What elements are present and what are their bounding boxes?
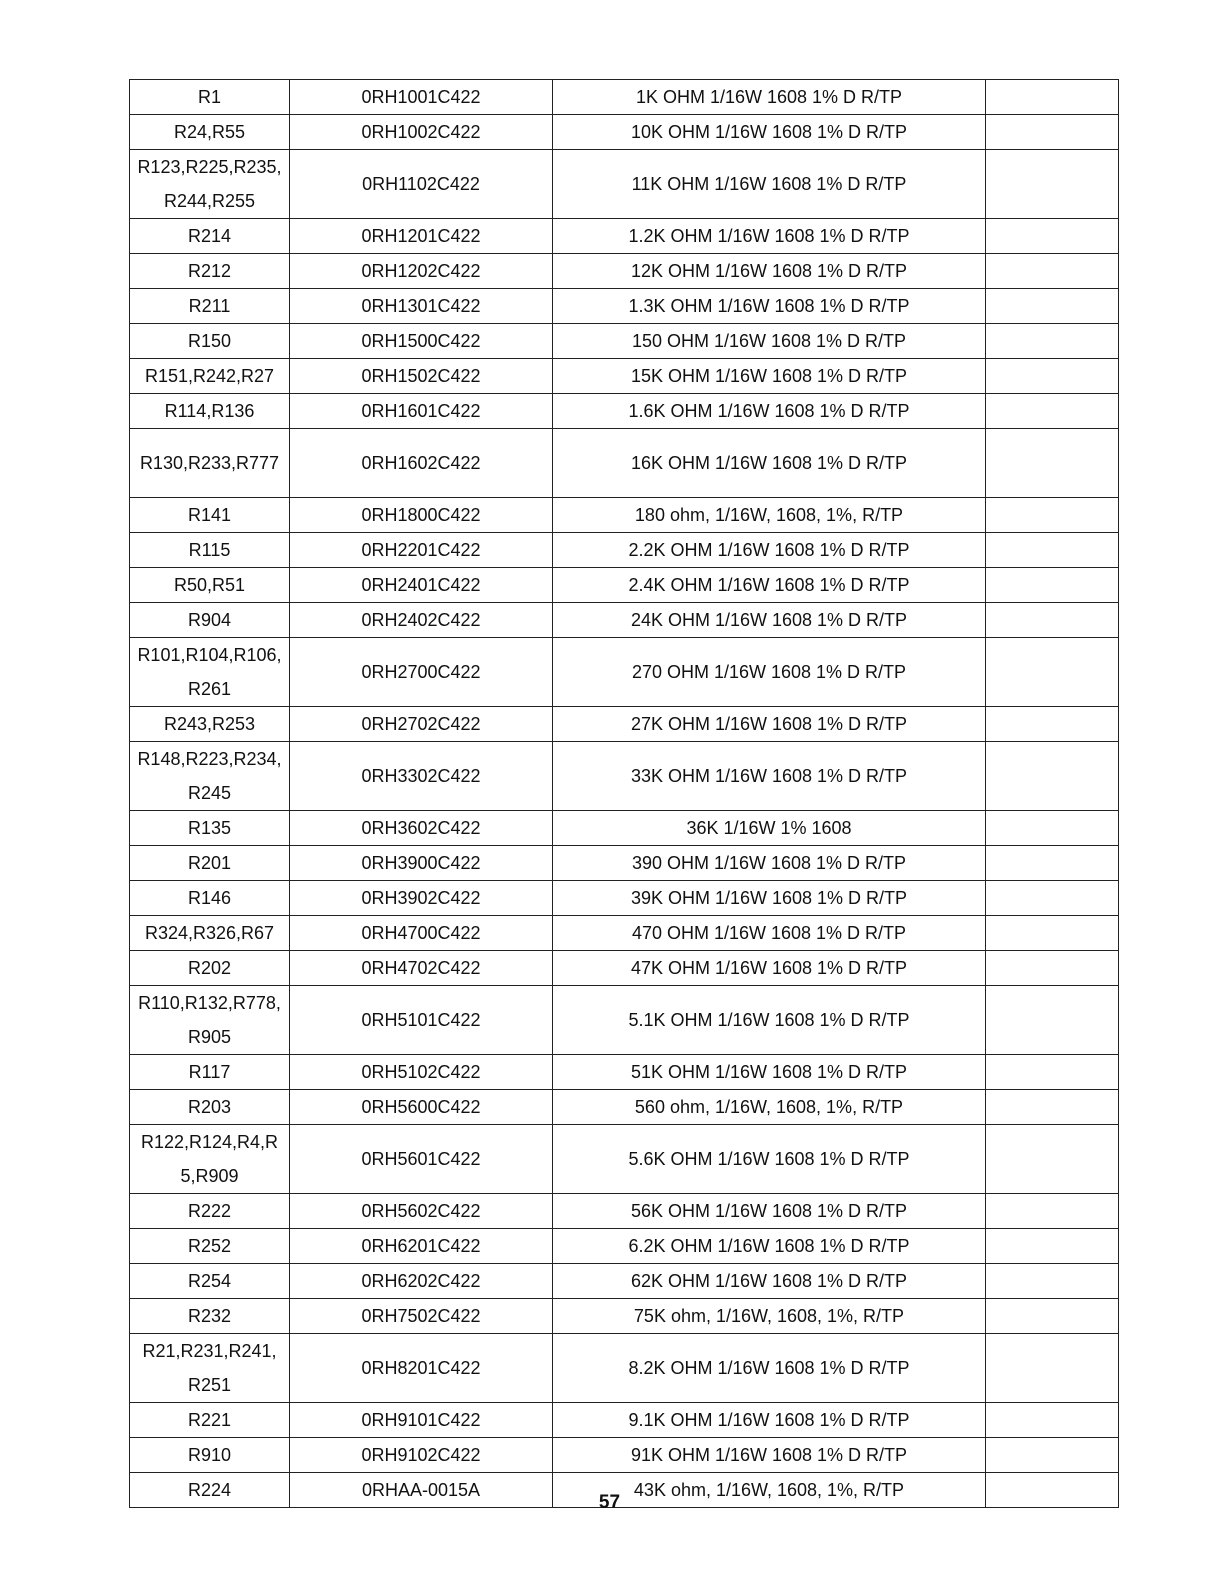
part-number-cell: 0RH2401C422	[290, 567, 553, 602]
description-cell: 9.1K OHM 1/16W 1608 1% D R/TP	[553, 1402, 986, 1437]
ref-cell: R24,R55	[130, 115, 290, 150]
ref-cell: R222	[130, 1193, 290, 1228]
table-row	[130, 324, 1119, 359]
part-number-cell: 0RH4702C422	[290, 950, 553, 985]
description-cell: 15K OHM 1/16W 1608 1% D R/TP	[553, 359, 986, 394]
table-row	[130, 1124, 1119, 1193]
part-number-cell: 0RH3302C422	[290, 741, 553, 810]
table-row	[130, 845, 1119, 880]
table-row	[130, 950, 1119, 985]
note-cell	[986, 1298, 1119, 1333]
table-row	[130, 1054, 1119, 1089]
description-cell: 27K OHM 1/16W 1608 1% D R/TP	[553, 706, 986, 741]
part-number-cell: 0RH1500C422	[290, 324, 553, 359]
ref-cell: R123,R225,R235,R244,R255	[130, 150, 290, 219]
description-cell: 10K OHM 1/16W 1608 1% D R/TP	[553, 115, 986, 150]
table-row	[130, 1193, 1119, 1228]
part-number-cell: 0RH9101C422	[290, 1402, 553, 1437]
part-number-cell: 0RH6202C422	[290, 1263, 553, 1298]
ref-cell: R211	[130, 289, 290, 324]
ref-cell: R910	[130, 1437, 290, 1472]
table-row	[130, 1263, 1119, 1298]
table-row	[130, 985, 1119, 1054]
ref-cell: R203	[130, 1089, 290, 1124]
part-number-cell: 0RH2702C422	[290, 706, 553, 741]
table-row	[130, 706, 1119, 741]
table-row	[130, 810, 1119, 845]
ref-cell: R232	[130, 1298, 290, 1333]
table-row	[130, 497, 1119, 532]
parts-table	[129, 79, 1119, 1508]
table-row	[130, 1333, 1119, 1402]
ref-cell: R130,R233,R777	[130, 429, 290, 498]
part-number-cell: 0RH1001C422	[290, 80, 553, 115]
note-cell	[986, 1089, 1119, 1124]
ref-cell: R141	[130, 497, 290, 532]
ref-cell: R324,R326,R67	[130, 915, 290, 950]
note-cell	[986, 532, 1119, 567]
table-row	[130, 1402, 1119, 1437]
table-row	[130, 637, 1119, 706]
note-cell	[986, 289, 1119, 324]
note-cell	[986, 359, 1119, 394]
description-cell: 470 OHM 1/16W 1608 1% D R/TP	[553, 915, 986, 950]
note-cell	[986, 254, 1119, 289]
ref-cell: R117	[130, 1054, 290, 1089]
part-number-cell: 0RH8201C422	[290, 1333, 553, 1402]
part-number-cell: 0RH2201C422	[290, 532, 553, 567]
part-number-cell: 0RH1602C422	[290, 429, 553, 498]
ref-cell: R1	[130, 80, 290, 115]
table-row	[130, 394, 1119, 429]
description-cell: 2.2K OHM 1/16W 1608 1% D R/TP	[553, 532, 986, 567]
table-row	[130, 115, 1119, 150]
table-row	[130, 289, 1119, 324]
part-number-cell: 0RH9102C422	[290, 1437, 553, 1472]
note-cell	[986, 1333, 1119, 1402]
page-number: 57	[598, 1492, 621, 1513]
part-number-cell: 0RH1102C422	[290, 150, 553, 219]
ref-cell: R50,R51	[130, 567, 290, 602]
table-row	[130, 80, 1119, 115]
ref-cell: R212	[130, 254, 290, 289]
part-number-cell: 0RH5102C422	[290, 1054, 553, 1089]
description-cell: 1.3K OHM 1/16W 1608 1% D R/TP	[553, 289, 986, 324]
part-number-cell: 0RH5101C422	[290, 985, 553, 1054]
table-row	[130, 532, 1119, 567]
note-cell	[986, 429, 1119, 498]
ref-cell: R150	[130, 324, 290, 359]
note-cell	[986, 1054, 1119, 1089]
note-cell	[986, 1437, 1119, 1472]
note-cell	[986, 845, 1119, 880]
note-cell	[986, 115, 1119, 150]
description-cell: 12K OHM 1/16W 1608 1% D R/TP	[553, 254, 986, 289]
description-cell: 1K OHM 1/16W 1608 1% D R/TP	[553, 80, 986, 115]
ref-cell: R148,R223,R234,R245	[130, 741, 290, 810]
ref-cell: R151,R242,R27	[130, 359, 290, 394]
part-number-cell: 0RH1202C422	[290, 254, 553, 289]
note-cell	[986, 1124, 1119, 1193]
part-number-cell: 0RH2402C422	[290, 602, 553, 637]
ref-cell: R254	[130, 1263, 290, 1298]
ref-cell: R21,R231,R241,R251	[130, 1333, 290, 1402]
note-cell	[986, 637, 1119, 706]
part-number-cell: 0RH7502C422	[290, 1298, 553, 1333]
part-number-cell: 0RH1502C422	[290, 359, 553, 394]
ref-cell: R243,R253	[130, 706, 290, 741]
description-cell: 51K OHM 1/16W 1608 1% D R/TP	[553, 1054, 986, 1089]
table-row	[130, 880, 1119, 915]
table-row	[130, 1437, 1119, 1472]
description-cell: 5.1K OHM 1/16W 1608 1% D R/TP	[553, 985, 986, 1054]
description-cell: 180 ohm, 1/16W, 1608, 1%, R/TP	[553, 497, 986, 532]
ref-cell: R202	[130, 950, 290, 985]
note-cell	[986, 880, 1119, 915]
ref-cell: R115	[130, 532, 290, 567]
table-row	[130, 359, 1119, 394]
note-cell	[986, 324, 1119, 359]
note-cell	[986, 741, 1119, 810]
note-cell	[986, 1228, 1119, 1263]
description-cell: 6.2K OHM 1/16W 1608 1% D R/TP	[553, 1228, 986, 1263]
part-number-cell: 0RH3902C422	[290, 880, 553, 915]
part-number-cell: 0RH1301C422	[290, 289, 553, 324]
note-cell	[986, 497, 1119, 532]
ref-cell: R101,R104,R106,R261	[130, 637, 290, 706]
description-cell: 2.4K OHM 1/16W 1608 1% D R/TP	[553, 567, 986, 602]
part-number-cell: 0RH6201C422	[290, 1228, 553, 1263]
table-row	[130, 1298, 1119, 1333]
table-row	[130, 150, 1119, 219]
description-cell: 16K OHM 1/16W 1608 1% D R/TP	[553, 429, 986, 498]
ref-cell: R214	[130, 219, 290, 254]
note-cell	[986, 1193, 1119, 1228]
note-cell	[986, 1263, 1119, 1298]
description-cell: 56K OHM 1/16W 1608 1% D R/TP	[553, 1193, 986, 1228]
description-cell: 47K OHM 1/16W 1608 1% D R/TP	[553, 950, 986, 985]
description-cell: 43K ohm, 1/16W, 1608, 1%, R/TP	[553, 1472, 986, 1507]
part-number-cell: 0RH5600C422	[290, 1089, 553, 1124]
table-row	[130, 219, 1119, 254]
part-number-cell: 0RH3602C422	[290, 810, 553, 845]
description-cell: 11K OHM 1/16W 1608 1% D R/TP	[553, 150, 986, 219]
part-number-cell: 0RH1201C422	[290, 219, 553, 254]
ref-cell: R201	[130, 845, 290, 880]
ref-cell: R221	[130, 1402, 290, 1437]
part-number-cell: 0RH5602C422	[290, 1193, 553, 1228]
description-cell: 91K OHM 1/16W 1608 1% D R/TP	[553, 1437, 986, 1472]
description-cell: 33K OHM 1/16W 1608 1% D R/TP	[553, 741, 986, 810]
ref-cell: R252	[130, 1228, 290, 1263]
ref-cell: R122,R124,R4,R5,R909	[130, 1124, 290, 1193]
ref-cell: R904	[130, 602, 290, 637]
part-number-cell: 0RH5601C422	[290, 1124, 553, 1193]
description-cell: 560 ohm, 1/16W, 1608, 1%, R/TP	[553, 1089, 986, 1124]
note-cell	[986, 950, 1119, 985]
table-row	[130, 429, 1119, 498]
description-cell: 62K OHM 1/16W 1608 1% D R/TP	[553, 1263, 986, 1298]
table-row	[130, 1228, 1119, 1263]
description-cell: 1.6K OHM 1/16W 1608 1% D R/TP	[553, 394, 986, 429]
description-cell: 8.2K OHM 1/16W 1608 1% D R/TP	[553, 1333, 986, 1402]
ref-cell: R224	[130, 1472, 290, 1507]
note-cell	[986, 219, 1119, 254]
ref-cell: R114,R136	[130, 394, 290, 429]
table-row	[130, 1089, 1119, 1124]
note-cell	[986, 915, 1119, 950]
part-number-cell: 0RHAA-0015A	[290, 1472, 553, 1507]
description-cell: 24K OHM 1/16W 1608 1% D R/TP	[553, 602, 986, 637]
note-cell	[986, 567, 1119, 602]
table-row	[130, 567, 1119, 602]
part-number-cell: 0RH3900C422	[290, 845, 553, 880]
description-cell: 1.2K OHM 1/16W 1608 1% D R/TP	[553, 219, 986, 254]
ref-cell: R135	[130, 810, 290, 845]
description-cell: 390 OHM 1/16W 1608 1% D R/TP	[553, 845, 986, 880]
ref-cell: R146	[130, 880, 290, 915]
table-row	[130, 741, 1119, 810]
part-number-cell: 0RH4700C422	[290, 915, 553, 950]
note-cell	[986, 394, 1119, 429]
description-cell: 270 OHM 1/16W 1608 1% D R/TP	[553, 637, 986, 706]
note-cell	[986, 80, 1119, 115]
part-number-cell: 0RH1601C422	[290, 394, 553, 429]
note-cell	[986, 1402, 1119, 1437]
note-cell	[986, 985, 1119, 1054]
ref-cell: R110,R132,R778,R905	[130, 985, 290, 1054]
description-cell: 36K 1/16W 1% 1608	[553, 810, 986, 845]
description-cell: 75K ohm, 1/16W, 1608, 1%, R/TP	[553, 1298, 986, 1333]
note-cell	[986, 810, 1119, 845]
description-cell: 150 OHM 1/16W 1608 1% D R/TP	[553, 324, 986, 359]
table-row	[130, 915, 1119, 950]
note-cell	[986, 602, 1119, 637]
table-row	[130, 602, 1119, 637]
note-cell	[986, 706, 1119, 741]
description-cell: 39K OHM 1/16W 1608 1% D R/TP	[553, 880, 986, 915]
part-number-cell: 0RH1002C422	[290, 115, 553, 150]
note-cell	[986, 150, 1119, 219]
part-number-cell: 0RH2700C422	[290, 637, 553, 706]
table-row	[130, 254, 1119, 289]
description-cell: 5.6K OHM 1/16W 1608 1% D R/TP	[553, 1124, 986, 1193]
part-number-cell: 0RH1800C422	[290, 497, 553, 532]
parts-table-body	[130, 80, 1119, 1508]
